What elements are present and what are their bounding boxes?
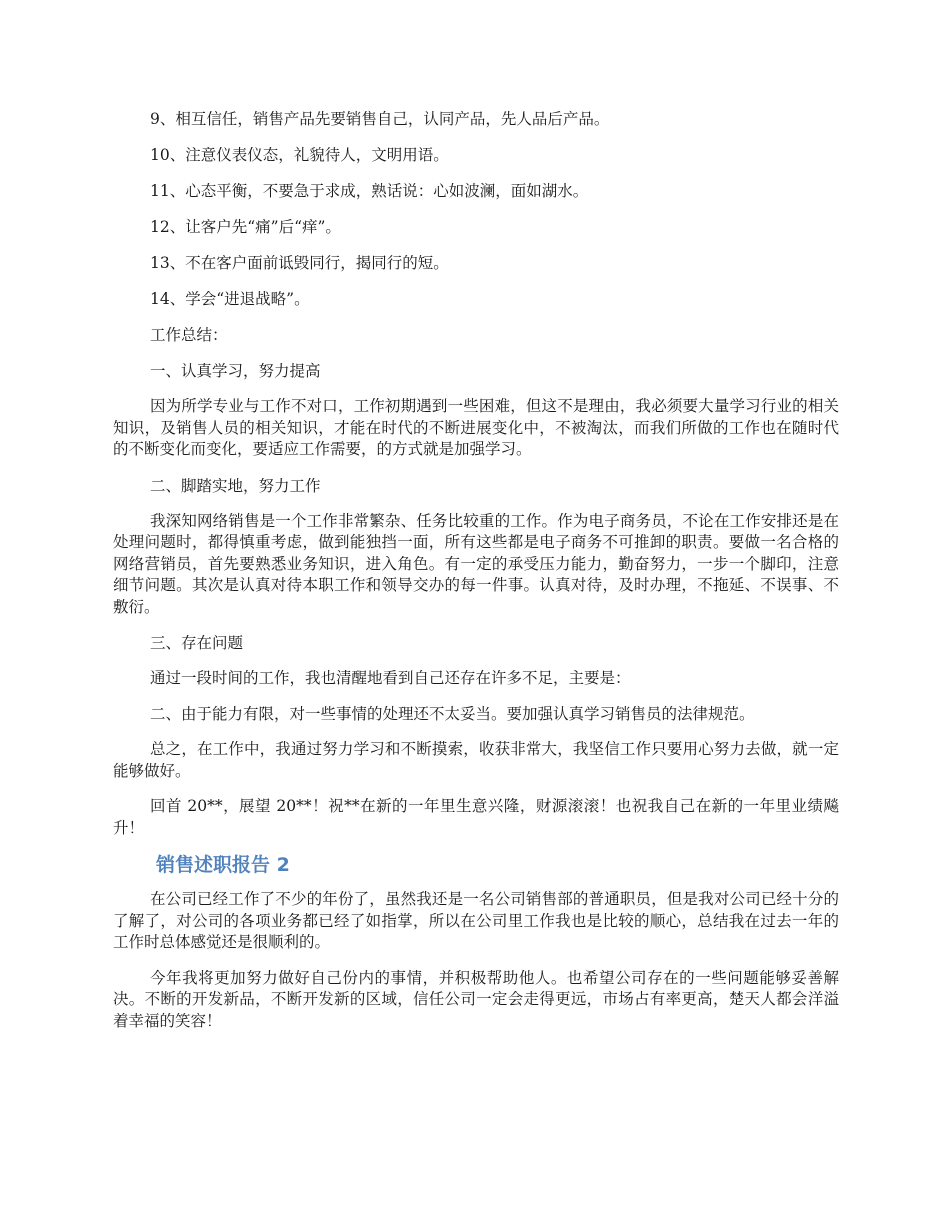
work-summary-label: 工作总结： (150, 326, 228, 344)
paragraph-problems-intro: 通过一段时间的工作，我也清醒地看到自己还存在许多不足，主要是： (150, 669, 631, 687)
section-1-title: 一、认真学习，努力提高 (150, 362, 321, 380)
section-3-title: 三、存在问题 (150, 634, 244, 652)
document-page (113, 108, 839, 1046)
list-item-11: 11、心态平衡，不要急于求成，熟话说：心如波澜，面如湖水。 (150, 182, 589, 200)
paragraph-study: 因为所学专业与工作不对口，工作初期遇到一些困难，但这不是理由，我必须要大量学习行业的相关知识，及销售人员的相关知识，才能在时代的不断进展变化中，不被淘汰，而我们所做的工作也在随时代的不断变化而变化，要适应工作需要，的方式就是加强学习。 (113, 397, 839, 458)
list-item-12: 12、让客户先“痛”后“痒”。 (150, 218, 341, 236)
section-2-title: 二、脚踏实地，努力工作 (150, 476, 321, 495)
list-item-9: 9、相互信任，销售产品先要销售自己，认同产品，先人品后产品。 (150, 110, 610, 128)
paragraph-report2-intro: 在公司已经工作了不少的年份了，虽然我还是一名公司销售部的普通职员，但是我对公司已经十分的了解了，对公司的各项业务都已经了如指掌，所以在公司里工作我也是比较的顺心，总结我在过去一年的工作时总体感觉还是很顺利的。 (113, 890, 839, 951)
paragraph-report2-plan: 今年我将更加努力做好自己份内的事情，并积极帮助他人。也希望公司存在的一些问题能够妥善解决。不断的开发新品，不断开发新的区域，信任公司一定会走得更远，市场占有率更高，楚天人都会洋溢着幸福的笑容！ (113, 968, 839, 1030)
paragraph-problems-detail: 二、由于能力有限，对一些事情的处理还不太妥当。要加强认真学习销售员的法律规范。 (150, 704, 755, 723)
list-item-14: 14、学会“进退战略”。 (150, 290, 310, 308)
paragraph-work: 我深知网络销售是一个工作非常繁杂、任务比较重的工作。作为电子商务员，不论在工作安排还是在处理问题时，都得慎重考虑，做到能独挡一面，所有这些都是电子商务不可推卸的职责。要做一名合格的网络营销员，首先要熟悉业务知识，进入角色。有一定的承受压力能力，勤奋努力，一步一个脚印，注意细节问题。其次是认真对待本职工作和领导交办的每一件事。认真对待，及时办理，不拖延、不误事、不敷衍。 (113, 511, 839, 616)
list-item-13: 13、不在客户面前诋毁同行，揭同行的短。 (150, 254, 449, 272)
paragraph-conclusion: 总之，在工作中，我通过努力学习和不断摸索，收获非常大，我坚信工作只要用心努力去做，就一定能够做好。 (113, 740, 839, 780)
list-item-10: 10、注意仪表仪态，礼貌待人，文明用语。 (150, 146, 449, 164)
report-2-heading: 销售述职报告 2 (156, 854, 290, 876)
paragraph-wishes: 回首 20**，展望 20**！祝**在新的一年里生意兴隆，财源滚滚！也祝我自己在新的一年里业绩飚升！ (113, 797, 839, 837)
